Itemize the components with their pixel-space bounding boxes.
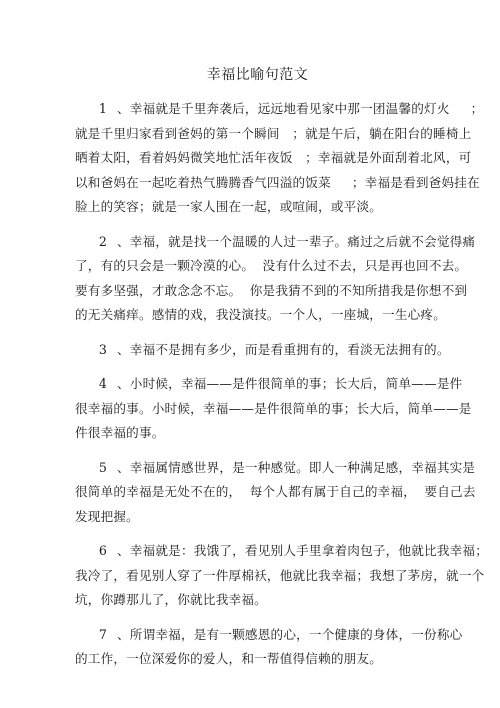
paragraph-text: 坑，你蹲那儿了，你就比我幸福。 [75, 592, 267, 607]
paragraph-5 [75, 456, 476, 530]
paragraph-line [75, 122, 472, 147]
paragraph-text: 晒着太阳，看着妈妈微笑地忙活年夜饭 ；幸福就是外面刮着北风，可 [75, 150, 472, 165]
paragraph-text: 很简单的幸福是无处不在的， 每个人都有属于自己的幸福， 要自己去 [75, 484, 476, 499]
paragraph-text: 的无关痛痒。感情的戏，我没演技。一个人，一座城，一生心疼。 [75, 307, 447, 322]
paragraph-text: 脸上的笑容；就是一家人围在一起，或喧闹，或平淡。 [75, 199, 383, 214]
paragraph-line [75, 195, 440, 220]
paragraph-text: 、所谓幸福，是有一颗感恩的心，一个健康的身体，一份称心 [117, 626, 463, 642]
paragraph-line [75, 146, 472, 171]
paragraph-text: 件很幸福的事。 [75, 425, 165, 440]
paragraph-text: 、幸福就是千里奔袭后，远远地看见家中那一团温馨的灯火 ； [117, 101, 484, 116]
paragraph-text: 、幸福，就是找一个温暖的人过一辈子。痛过之后就不会觉得痛 [117, 233, 476, 249]
paragraph-number: 1 [98, 101, 108, 116]
paragraph-number: 2 [98, 233, 108, 249]
paragraph-text: 要有多坚强，才敢念念不忘。 你是我猜不到的不知所措我是你想不到 [75, 282, 468, 298]
paragraph-line [75, 230, 476, 255]
paragraph-line [75, 539, 489, 564]
paragraph-line [75, 171, 480, 196]
paragraph-7 [75, 623, 463, 672]
paragraph-text: 以和爸妈在一起吃着热气腾腾香气四溢的饭菜 ；幸福是看到爸妈挂在 [75, 174, 480, 190]
paragraph-number: 7 [98, 626, 108, 642]
paragraph-line [75, 303, 447, 328]
paragraph-number: 4 [98, 376, 108, 391]
paragraph-line [75, 279, 468, 304]
paragraph-list [75, 97, 489, 672]
paragraph-number: 5 [98, 459, 108, 475]
paragraph-line [75, 623, 463, 648]
paragraph-2 [75, 230, 476, 328]
paragraph-text: 、小时候，幸福——是件很简单的事；长大后，简单——是件 [117, 376, 463, 391]
paragraph-line [75, 647, 440, 672]
paragraph-line [75, 397, 472, 422]
paragraph-6 [75, 539, 489, 613]
paragraph-number: 3 [98, 341, 108, 357]
paragraph-line [75, 505, 440, 530]
paragraph-line [75, 456, 476, 481]
paragraph-text: 的工作，一位深爱你的爱人，和一帮值得信赖的朋友。 [75, 651, 383, 666]
paragraph-text: 了，有的只会是一颗冷漠的心。 没有什么过不去，只是再也回不去。 [75, 258, 468, 273]
paragraph-text: 、幸福就是：我饿了，看见别人手里拿着肉包子，他就比我幸福； [117, 543, 489, 558]
document-title: 幸福比喻句范文 [206, 67, 309, 83]
paragraph-line [75, 97, 484, 122]
paragraph-text: 、幸福不是拥有多少，而是看重拥有的，看淡无法拥有的。 [117, 341, 450, 357]
paragraph-1 [75, 97, 484, 220]
paragraph-4 [75, 372, 472, 446]
paragraph-text: 很幸福的事。小时候，幸福——是件很简单的事；长大后，简单——是 [75, 400, 472, 416]
paragraph-3 [75, 338, 450, 363]
paragraph-text: 、幸福属情感世界，是一种感觉。即人一种满足感，幸福其实是 [117, 459, 476, 475]
paragraph-line [75, 564, 485, 589]
paragraph-line [75, 338, 450, 363]
paragraph-text: 我冷了，看见别人穿了一件厚棉袄，他就比我幸福；我想了茅房，就一个 [75, 567, 485, 583]
paragraph-line [75, 421, 440, 446]
paragraph-line [75, 588, 440, 613]
paragraph-text: 就是千里归家看到爸妈的第一个瞬间 ；就是午后，躺在阳台的睡椅上 [75, 125, 472, 141]
paragraph-line [75, 372, 463, 397]
paragraph-number: 6 [98, 543, 108, 558]
paragraph-text: 发现把握。 [75, 508, 139, 524]
paragraph-line [75, 254, 468, 279]
paragraph-line [75, 480, 476, 505]
